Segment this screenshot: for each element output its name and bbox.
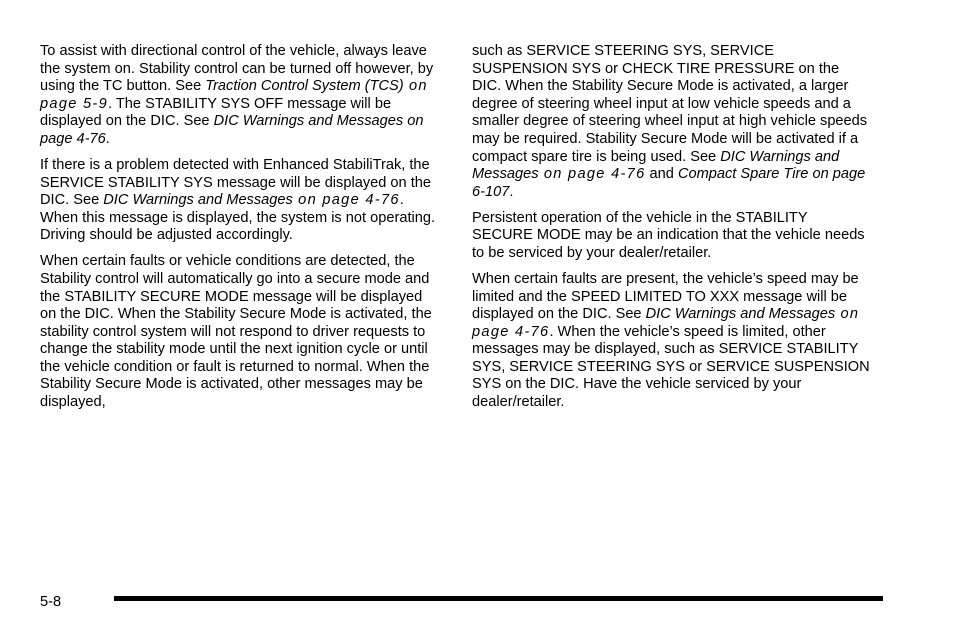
paragraph-tc-button: To assist with directional control of the vehicle, always leave the system on. Stability control can be turned off however, by using the TC button. See Traction Control System (TCS) on page 5-9. The STABILITY SYS OFF message will be displayed on the DIC. See DIC Warnings and Messages on page 4-76. <box>40 43 434 147</box>
cross-reference[interactable]: DIC Warnings and Messages on page 4-76 <box>103 192 400 209</box>
footer-rule <box>114 596 883 601</box>
paragraph-speed-limited: When certain faults are present, the vehicle’s speed may be limited and the SPEED LIMITED TO XXX message will be displayed on the DIC. See DIC Warnings and Messages on page 4-76. When the vehicle’s speed is limited, other messages may be displayed, such as SERVICE STABILITY SYS, SERVICE STEERING SYS or SERVICE SUSPENSION SYS on the DIC. Have the vehicle serviced by your dealer/retailer. <box>472 270 870 411</box>
left-column <box>40 43 440 420</box>
cross-reference[interactable]: Compact Spare Tire on page 6-107 <box>472 166 866 200</box>
cross-reference[interactable]: Traction Control System (TCS) on page 5-9 <box>40 78 428 112</box>
paragraph-service-stability: If there is a problem detected with Enhanced StabiliTrak, the SERVICE STABILITY SYS message will be displayed on the DIC. See DIC Warnings and Messages on page 4-76. When this message is displayed, the system is not operating. Driving should be adjusted accordingly. <box>40 156 436 244</box>
cross-reference[interactable]: DIC Warnings and Messages on page 4-76 <box>472 148 840 183</box>
paragraph-secure-mode: When certain faults or vehicle conditions are detected, the Stability control will automatically go into a secure mode and the STABILITY SECURE MODE message will be displayed on the DIC. When the Stability Secure Mode is activated, the stability control system will not respond to driver requests to change the stability mode until the next ignition cycle or until the vehicle condition or fault is returned to normal. When the Stability Secure Mode is activated, other messages may be displayed, <box>40 253 432 411</box>
cross-reference[interactable]: DIC Warnings and Messages on page 4-76 <box>40 113 424 147</box>
paragraph-secure-mode-continued: such as SERVICE STEERING SYS, SERVICE SUSPENSION SYS or CHECK TIRE PRESSURE on the DIC. When the Stability Secure Mode is activated, a larger degree of steering wheel input at low vehicle speeds and a smaller degree of steering wheel input at high vehicle speeds may be required. Stability Secure Mode will be activated if a compact spare tire is being used. See DIC Warnings and Messages on page 4-76 and Compact Spare Tire on page 6-107. <box>472 43 868 200</box>
paragraph-persistent-operation: Persistent operation of the vehicle in the STABILITY SECURE MODE may be an indication that the vehicle needs to be serviced by your dealer/retailer. <box>472 209 865 261</box>
page-number: 5-8 <box>40 594 62 610</box>
cross-reference[interactable]: DIC Warnings and Messages on page 4-76 <box>472 306 860 340</box>
right-column <box>472 43 872 420</box>
